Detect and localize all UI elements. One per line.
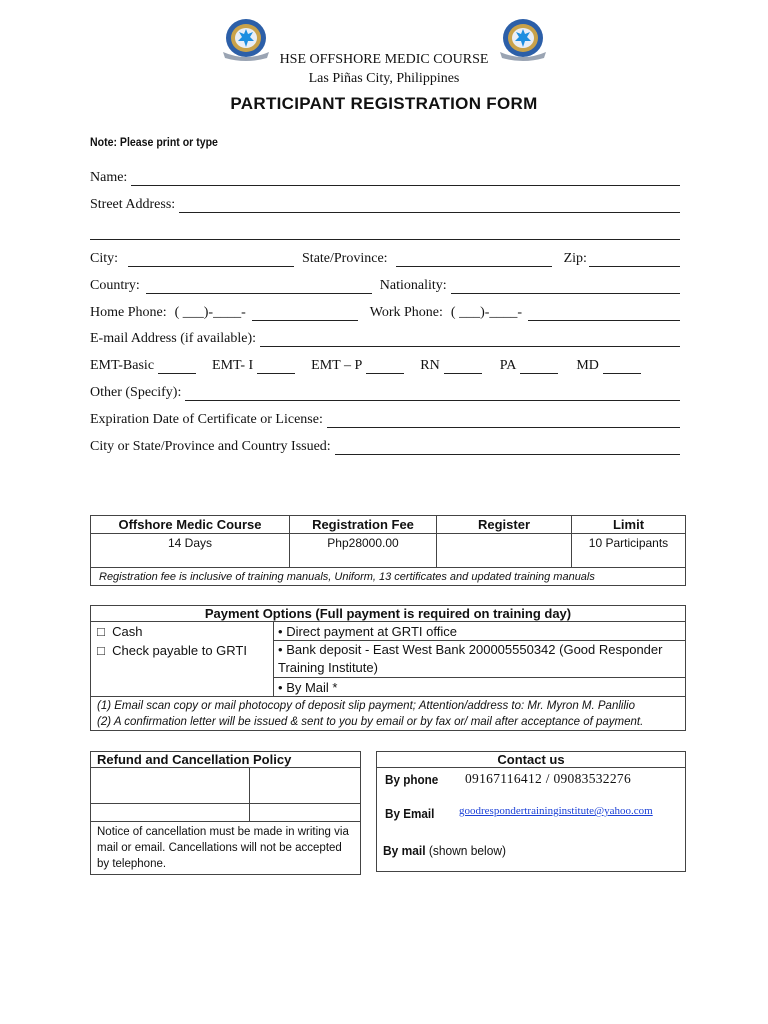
payment-option-1-text: Direct payment at GRTI office bbox=[286, 623, 457, 639]
payment-note-2: (2) A confirmation letter will be issued & sent to you by email or by fax or/ mail after acceptance of payment. bbox=[97, 715, 644, 728]
expiration-field[interactable] bbox=[327, 413, 680, 428]
print-note: Note: Please print or type bbox=[90, 135, 218, 149]
other-field[interactable] bbox=[185, 386, 680, 401]
state-field[interactable] bbox=[396, 252, 552, 267]
phone-value: 09167116412 / 09083532276 bbox=[465, 771, 631, 786]
course-fee: Php28000.00 bbox=[290, 534, 437, 568]
state-label: State/Province: bbox=[302, 251, 388, 266]
name-row bbox=[90, 166, 680, 186]
zip-field[interactable] bbox=[589, 252, 680, 267]
zip-label: Zip: bbox=[563, 251, 587, 266]
bullet-icon: • bbox=[278, 679, 283, 695]
email-label: E-mail Address (if available): bbox=[90, 331, 256, 346]
issued-label: City or State/Province and Country Issued: bbox=[90, 439, 331, 454]
course-title: HSE OFFSHORE MEDIC COURSE bbox=[279, 52, 489, 67]
fee-header: Registration Fee bbox=[290, 516, 437, 534]
check-label: Check payable to GRTI bbox=[112, 643, 247, 658]
payment-option-3 bbox=[274, 678, 686, 697]
home-phone-field[interactable] bbox=[252, 306, 358, 321]
phone-row bbox=[90, 301, 680, 321]
payment-note-1: (1) Email scan copy or mail photocopy of deposit slip payment; Attention/address to: Mr. Myron M. Panlilio bbox=[97, 699, 635, 712]
refund-cell-3 bbox=[91, 804, 250, 822]
cash-label: Cash bbox=[112, 624, 143, 639]
city-row bbox=[90, 247, 680, 267]
name-label: Name: bbox=[90, 170, 128, 185]
location: Las Piñas City, Philippines bbox=[308, 71, 460, 86]
work-phone-format: ( ___)-____- bbox=[450, 305, 523, 320]
cash-checkbox-icon[interactable]: □ bbox=[97, 624, 105, 639]
refund-header: Refund and Cancellation Policy bbox=[91, 752, 361, 768]
email-link[interactable]: goodrespondertraininginstitute@yahoo.com bbox=[459, 805, 653, 817]
payment-option-3-text: By Mail * bbox=[286, 679, 338, 695]
email-row bbox=[90, 327, 680, 347]
bullet-icon: • bbox=[278, 623, 283, 639]
other-row bbox=[90, 381, 680, 401]
course-table bbox=[90, 515, 686, 586]
country-label: Country: bbox=[90, 278, 140, 293]
phone-label: By phone bbox=[385, 772, 439, 787]
home-phone-format: ( ___)-____- bbox=[174, 305, 246, 320]
mail-info bbox=[383, 843, 506, 858]
email-field[interactable] bbox=[260, 332, 680, 347]
contact-body bbox=[377, 768, 686, 872]
refund-policy-text: Notice of cancellation must be made in writing via mail or email. Cancellations will not be accepted by telephone. bbox=[91, 822, 361, 875]
payment-table bbox=[90, 605, 686, 731]
cert-rn-label: RN bbox=[420, 358, 440, 373]
contact-table bbox=[376, 751, 686, 872]
issued-field[interactable] bbox=[335, 440, 680, 455]
limit-header: Limit bbox=[572, 516, 686, 534]
cert-emt-p-label: EMT – P bbox=[311, 358, 363, 373]
certification-row bbox=[90, 354, 680, 374]
cert-emt-i-field[interactable] bbox=[257, 359, 295, 374]
email-label: By Email bbox=[385, 806, 435, 821]
home-phone-label: Home Phone: bbox=[90, 305, 167, 320]
cert-rn-field[interactable] bbox=[444, 359, 482, 374]
expiration-row bbox=[90, 408, 680, 428]
bullet-icon: • bbox=[278, 642, 283, 657]
cash-option[interactable] bbox=[97, 622, 273, 641]
refund-cell-2 bbox=[250, 768, 361, 804]
payment-methods bbox=[91, 622, 274, 697]
payment-header: Payment Options (Full payment is required on training day) bbox=[91, 606, 686, 622]
issued-row bbox=[90, 435, 680, 455]
course-duration: 14 Days bbox=[91, 534, 290, 568]
street-field[interactable] bbox=[179, 198, 680, 213]
course-header: Offshore Medic Course bbox=[91, 516, 290, 534]
country-row bbox=[90, 274, 680, 294]
refund-cell-1 bbox=[91, 768, 250, 804]
name-field[interactable] bbox=[131, 171, 680, 186]
work-phone-label: Work Phone: bbox=[369, 305, 443, 320]
cert-emt-p-field[interactable] bbox=[366, 359, 404, 374]
payment-option-2-text: Bank deposit - East West Bank 200005550342 (Good Responder Training Institute) bbox=[278, 642, 663, 675]
street-row-2 bbox=[90, 220, 680, 240]
cert-pa-label: PA bbox=[499, 358, 517, 373]
street-field-2[interactable] bbox=[90, 225, 680, 240]
register-header: Register bbox=[437, 516, 572, 534]
nationality-field[interactable] bbox=[451, 279, 680, 294]
country-field[interactable] bbox=[146, 279, 372, 294]
nationality-label: Nationality: bbox=[379, 278, 447, 293]
city-label: City: bbox=[90, 251, 119, 266]
expiration-label: Expiration Date of Certificate or License: bbox=[90, 412, 323, 427]
cert-md-field[interactable] bbox=[603, 359, 641, 374]
cert-pa-field[interactable] bbox=[520, 359, 558, 374]
mail-value: (shown below) bbox=[425, 843, 506, 858]
cert-emt-i-label: EMT- I bbox=[212, 358, 254, 373]
mail-label: By mail bbox=[383, 843, 426, 858]
street-row bbox=[90, 193, 680, 213]
cert-emt-basic-field[interactable] bbox=[158, 359, 196, 374]
course-footnote: Registration fee is inclusive of training manuals, Uniform, 13 certificates and updated training manuals bbox=[91, 568, 686, 586]
check-checkbox-icon[interactable]: □ bbox=[97, 643, 105, 658]
payment-option-2 bbox=[274, 641, 686, 678]
refund-table bbox=[90, 751, 361, 875]
check-option[interactable] bbox=[97, 641, 273, 660]
course-limit: 10 Participants bbox=[572, 534, 686, 568]
city-field[interactable] bbox=[128, 252, 294, 267]
payment-notes bbox=[91, 697, 686, 731]
form-title: PARTICIPANT REGISTRATION FORM bbox=[230, 94, 538, 113]
cert-md-label: MD bbox=[576, 358, 599, 373]
payment-option-1 bbox=[274, 622, 686, 641]
work-phone-field[interactable] bbox=[528, 306, 680, 321]
refund-cell-4 bbox=[250, 804, 361, 822]
street-label: Street Address: bbox=[90, 197, 176, 212]
cert-emt-basic-label: EMT-Basic bbox=[90, 358, 155, 373]
other-label: Other (Specify): bbox=[90, 385, 182, 400]
register-cell[interactable] bbox=[437, 534, 572, 568]
contact-header: Contact us bbox=[377, 752, 686, 768]
